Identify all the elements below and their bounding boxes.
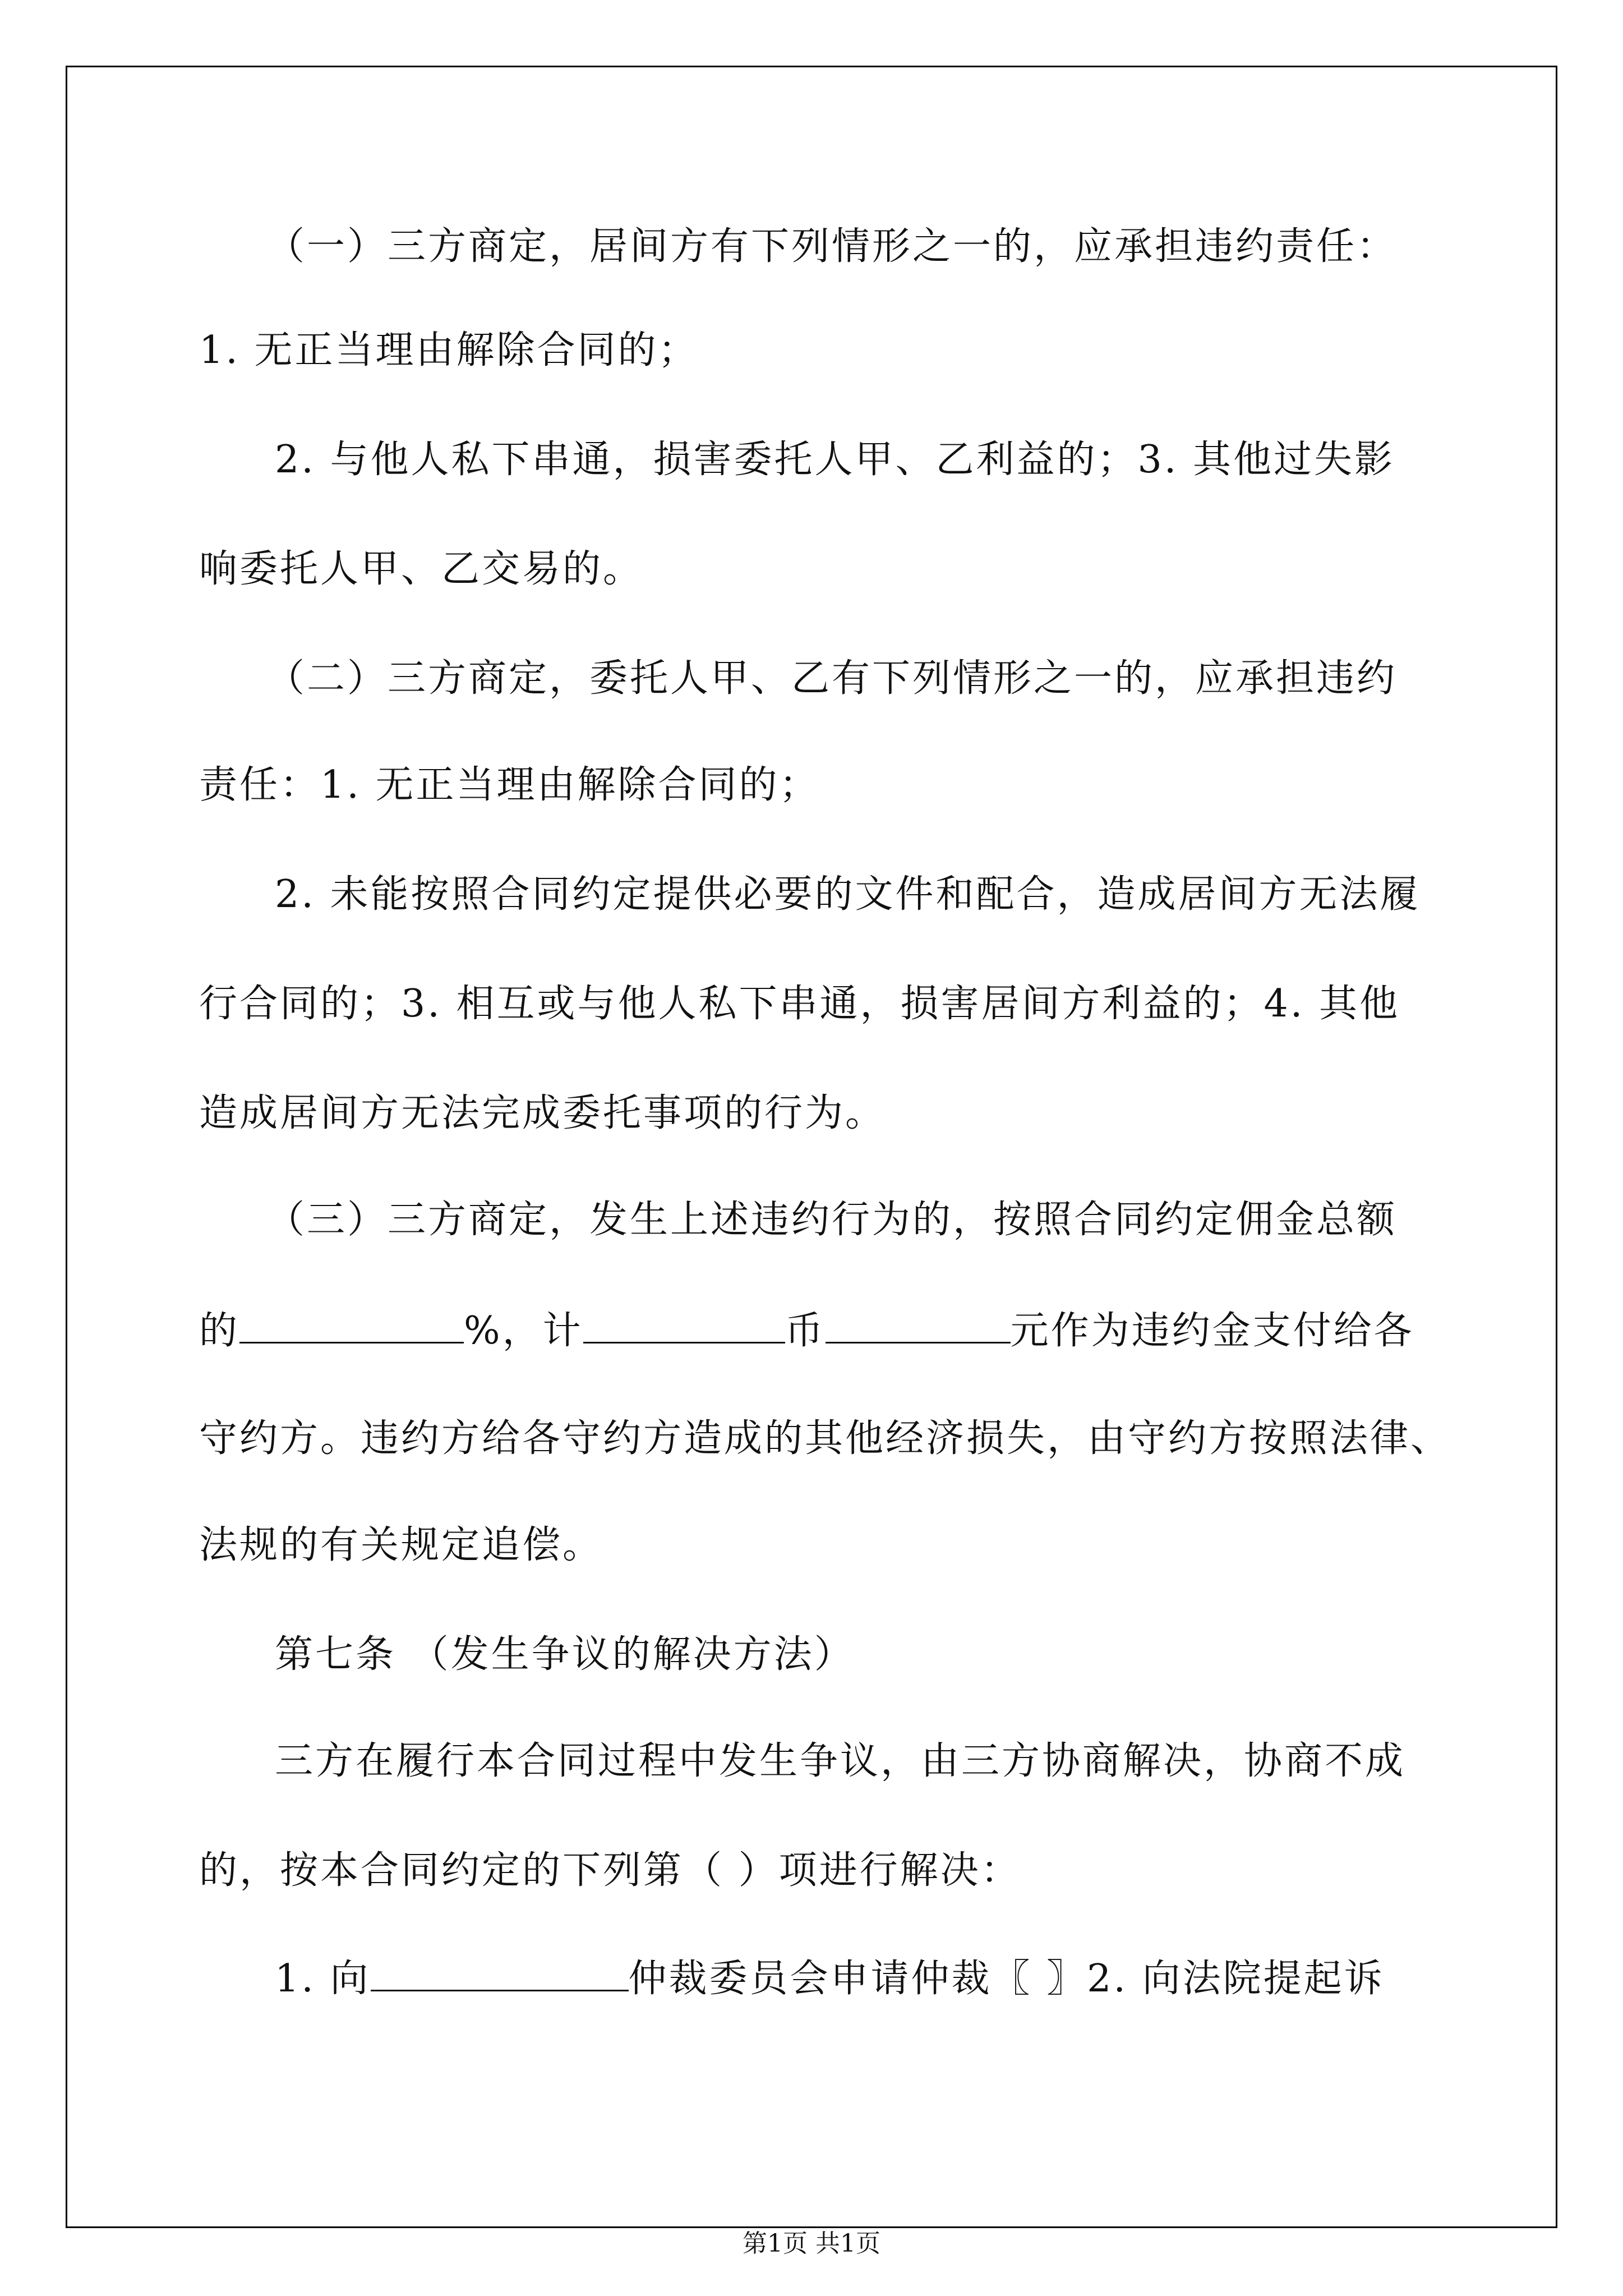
- clause-1-item-1: 1. 无正当理由解除合同的；: [199, 328, 699, 372]
- article-7-body-2: 的，按本合同约定的下列第（ ）项进行解决：: [199, 1848, 1021, 1893]
- option-text-1: 1. 向: [275, 1957, 371, 2001]
- clause-2-item-3-4: 行合同的；3. 相互或与他人私下串通，损害居间方利益的；4. 其他: [199, 982, 1400, 1026]
- clause-1-heading: （一）三方商定，居间方有下列情形之一的，应承担违约责任：: [266, 224, 1398, 269]
- penalty-text-1: 的: [199, 1309, 240, 1353]
- arbitration-commission-blank: [371, 1955, 629, 1991]
- clause-2-item-1: 责任：1. 无正当理由解除合同的；: [199, 763, 820, 807]
- penalty-text-2: %，计: [464, 1309, 583, 1353]
- clause-1-item-3-cont: 响委托人甲、乙交易的。: [199, 547, 644, 591]
- clause-3-cont-2: 法规的有关规定追偿。: [199, 1523, 603, 1567]
- clause-2-item-4-cont: 造成居间方无法完成委托事项的行为。: [199, 1091, 886, 1135]
- page-number-footer: 第1页 共1页: [743, 2229, 880, 2258]
- amount-blank: [583, 1307, 785, 1343]
- percentage-blank: [239, 1307, 464, 1343]
- penalty-text-4: 元作为违约金支付给各: [1010, 1309, 1414, 1353]
- penalty-text-3: 币: [785, 1309, 826, 1353]
- clause-3-heading: （三）三方商定，发生上述违约行为的，按照合同约定佣金总额: [266, 1198, 1398, 1242]
- clause-2-heading: （二）三方商定，委托人甲、乙有下列情形之一的，应承担违约: [266, 656, 1398, 701]
- option-text-2: 仲裁委员会申请仲裁〖 〗2. 向法院提起诉: [628, 1957, 1385, 2001]
- currency-blank: [826, 1307, 1011, 1343]
- article-7-body-1: 三方在履行本合同过程中发生争议，由三方协商解决，协商不成: [275, 1739, 1406, 1783]
- clause-3-cont-1: 守约方。违约方给各守约方造成的其他经济损失，由守约方按照法律、: [199, 1416, 1451, 1461]
- page-border: [66, 66, 1557, 2228]
- article-7-title: 第七条 （发生争议的解决方法）: [275, 1632, 855, 1677]
- article-7-options: [275, 1955, 1385, 2000]
- clause-1-item-2-3: 2. 与他人私下串通，损害委托人甲、乙利益的；3. 其他过失影: [275, 438, 1395, 482]
- clause-2-item-2: 2. 未能按照合同约定提供必要的文件和配合，造成居间方无法履: [275, 872, 1421, 917]
- clause-3-penalty-line: [199, 1307, 1414, 1352]
